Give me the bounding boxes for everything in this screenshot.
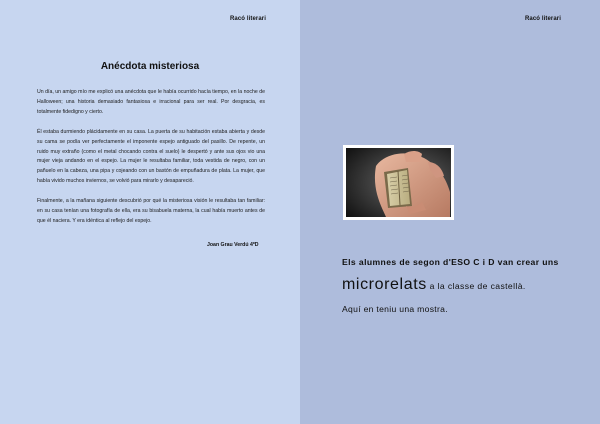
story-author: Joan Grau Verdú 4ºD	[207, 242, 259, 248]
intro-line-1: Els alumnes de segon d'ESO C i D van crear uns	[342, 257, 559, 267]
story-paragraph-1: Un día, un amigo mío me explicó una anécdota que le había ocurrido hacía tiempo, en la noche de Halloween; una historia demasiado fantasiosa e irracional para ser real. Por desgracia, es totalmente fidedigno y cierto.	[37, 89, 265, 115]
intro-line-2	[342, 276, 526, 294]
intro-highlight-word: microrelats	[342, 276, 427, 293]
story-title: Anécdota misteriosa	[100, 61, 200, 72]
intro-line-2-rest: a la classe de castellà.	[426, 281, 526, 291]
story-paragraph-2: Él estaba durmiendo plácidamente en su casa. La puerta de su habitación estaba abierta y desde su cama se podía ver perfectamente el imponente espejo antiguado del pasillo. De repente, un ruido muy extraño (como el metal chocando contra el suelo) le despertó y ante sus ojos vio una mujer vieja andando en el espejo. La mujer le resultaba familiar, toda vestida de negro, con un pañuelo en la cabeza, una pipa y cojeando con un bastón de empuñadura de plata. La mujer, que había vivido muchos inviernos, se volvió para mirarlo y desapareció.	[37, 129, 265, 184]
book-photo	[343, 145, 454, 220]
right-page	[300, 0, 600, 424]
section-header: Racó literari	[525, 16, 561, 22]
story-paragraph-3: Finalmente, a la mañana siguiente descubrió por qué la misteriosa visión le resultaba tan familiar: en su casa tenían una fotografía de ella, era su bisabuela materna, la cual había muerto antes de que él naciera. Y era idéntica al reflejo del espejo.	[37, 198, 265, 224]
intro-line-3: Aquí en teniu una mostra.	[342, 304, 448, 314]
section-header: Racó literari	[230, 16, 266, 22]
hand-book-image	[346, 148, 451, 217]
